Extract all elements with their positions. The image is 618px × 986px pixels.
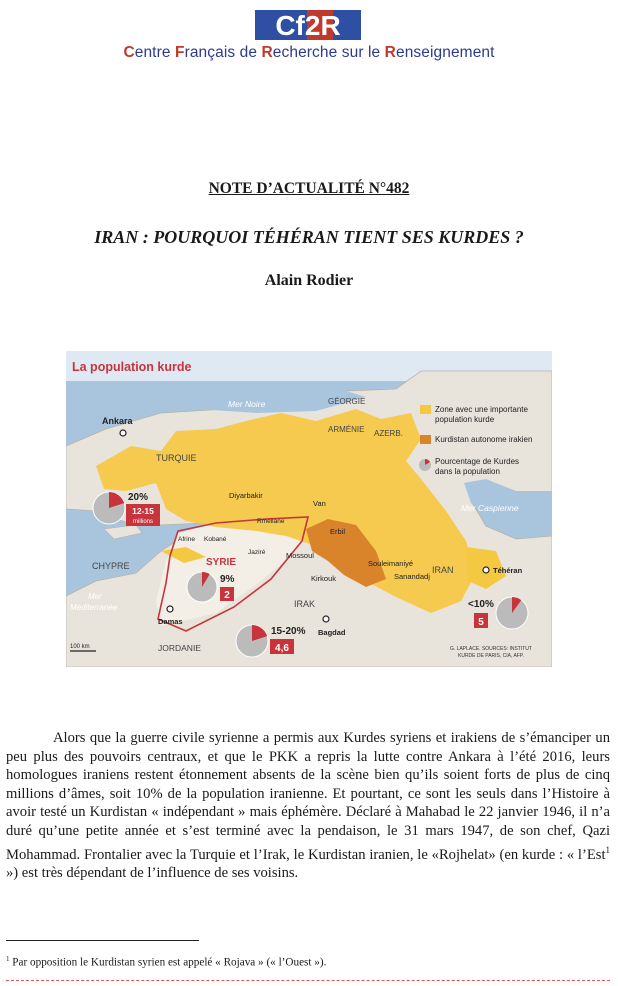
logo-text: Cf2R — [275, 10, 341, 41]
organization-name: Centre Français de Recherche sur le Renseignement — [123, 44, 495, 61]
body-paragraph: Alors que la guerre civile syrienne a permis aux Kurdes syriens et irakiens de s’émanciper un peu plus des pouvoirs centraux, et que le PKK a repris la lutte contre Ankara à l’été 2016, leurs homologues iraniens restent étonnement absents de la scène bien qu’ils soient forts de plus de cinq millions d’âmes, soit 10% de la population iranienne. Et pourtant, ce sont les seuls dans l’Histoire à avoir testé un Kurdistan « indépendant » mais éphémère. Déclaré à Mahabad le 22 janvier 1946, il n’a duré qu’une petite année et s’est terminé avec la pendaison, le 31 mars 1947, de son chef, Qazi Mohammad. Frontalier avec la Turquie et l’Irak, le Kurdistan iranien, le «Rojhelat» (en kurde : « l’Est$^1$ ») est très dépendant de l’influence de ses voisins. — [6, 730, 610, 882]
svg-text:20%: 20% — [128, 492, 149, 503]
svg-text:Mer: Mer — [88, 592, 102, 601]
svg-text:Kirkouk: Kirkouk — [311, 574, 337, 583]
svg-text:IRAK: IRAK — [294, 599, 316, 609]
svg-text:Méditerranée: Méditerranée — [70, 603, 118, 612]
svg-text:population kurde: population kurde — [435, 415, 495, 424]
svg-text:15-20%: 15-20% — [271, 626, 306, 637]
svg-text:4,6: 4,6 — [275, 643, 289, 654]
svg-text:TURQUIE: TURQUIE — [156, 453, 197, 463]
svg-text:<10%: <10% — [468, 599, 494, 610]
document-title: IRAN : POURQUOI TÉHÉRAN TIENT SES KURDES ? — [94, 227, 524, 247]
svg-text:SYRIE: SYRIE — [206, 557, 237, 568]
svg-text:Mer Noire: Mer Noire — [228, 399, 266, 409]
svg-text:Diyarbakir: Diyarbakir — [229, 491, 263, 500]
svg-text:Kurdistan autonome irakien: Kurdistan autonome irakien — [435, 435, 533, 444]
author-name: Alain Rodier — [264, 272, 354, 289]
svg-text:Damas: Damas — [158, 617, 183, 626]
cf2r-logo — [253, 8, 363, 42]
svg-text:CHYPRE: CHYPRE — [92, 561, 130, 571]
svg-text:Jaziré: Jaziré — [248, 549, 266, 556]
svg-text:Afrine: Afrine — [178, 536, 195, 543]
svg-text:Souleimaniyé: Souleimaniyé — [368, 559, 414, 568]
kurdish-population-map — [66, 351, 552, 667]
footnote: $^1$ Par opposition le Kurdistan syrien est appelé « Rojava » (« l’Ouest »). — [6, 955, 327, 969]
svg-text:G. LAPLACE. SOURCES: INSTITUT: G. LAPLACE. SOURCES: INSTITUT — [450, 646, 532, 652]
svg-text:Téhéran: Téhéran — [493, 566, 523, 575]
svg-text:100 km: 100 km — [70, 644, 90, 650]
footnote-separator — [6, 940, 199, 941]
page-bottom-rule — [6, 980, 610, 981]
stat-syria — [187, 572, 235, 602]
svg-text:KURDE DE PARIS, CIA, AFP.: KURDE DE PARIS, CIA, AFP. — [458, 653, 524, 659]
svg-text:Mer Caspienne: Mer Caspienne — [461, 503, 519, 513]
svg-text:Van: Van — [313, 499, 326, 508]
svg-text:IRAN: IRAN — [432, 565, 454, 575]
svg-text:ARMÉNIE: ARMÉNIE — [328, 425, 365, 434]
footnote-reference: 1 — [605, 844, 610, 855]
svg-text:millions: millions — [132, 519, 154, 525]
svg-text:Zone avec une importante: Zone avec une importante — [435, 405, 528, 414]
svg-text:2: 2 — [224, 590, 230, 601]
svg-text:9%: 9% — [220, 574, 235, 585]
svg-text:JORDANIE: JORDANIE — [158, 643, 201, 653]
svg-text:Rmeilane: Rmeilane — [257, 518, 285, 525]
svg-text:AZERB.: AZERB. — [374, 429, 403, 438]
svg-text:Erbil: Erbil — [330, 527, 346, 536]
svg-text:Sanandadj: Sanandadj — [394, 572, 430, 581]
svg-text:Ankara: Ankara — [102, 416, 133, 426]
svg-text:5: 5 — [478, 617, 484, 628]
svg-text:12-15: 12-15 — [132, 506, 154, 516]
svg-text:GÉORGIE: GÉORGIE — [328, 397, 366, 406]
map-title: La population kurde — [72, 360, 192, 374]
svg-text:Kobané: Kobané — [204, 536, 227, 543]
svg-text:dans la population: dans la population — [435, 467, 500, 476]
note-number: NOTE D’ACTUALITÉ N°482 — [208, 180, 410, 197]
svg-text:Mossoul: Mossoul — [286, 551, 314, 560]
svg-text:Pourcentage de Kurdes: Pourcentage de Kurdes — [435, 457, 520, 466]
svg-text:Bagdad: Bagdad — [318, 628, 346, 637]
